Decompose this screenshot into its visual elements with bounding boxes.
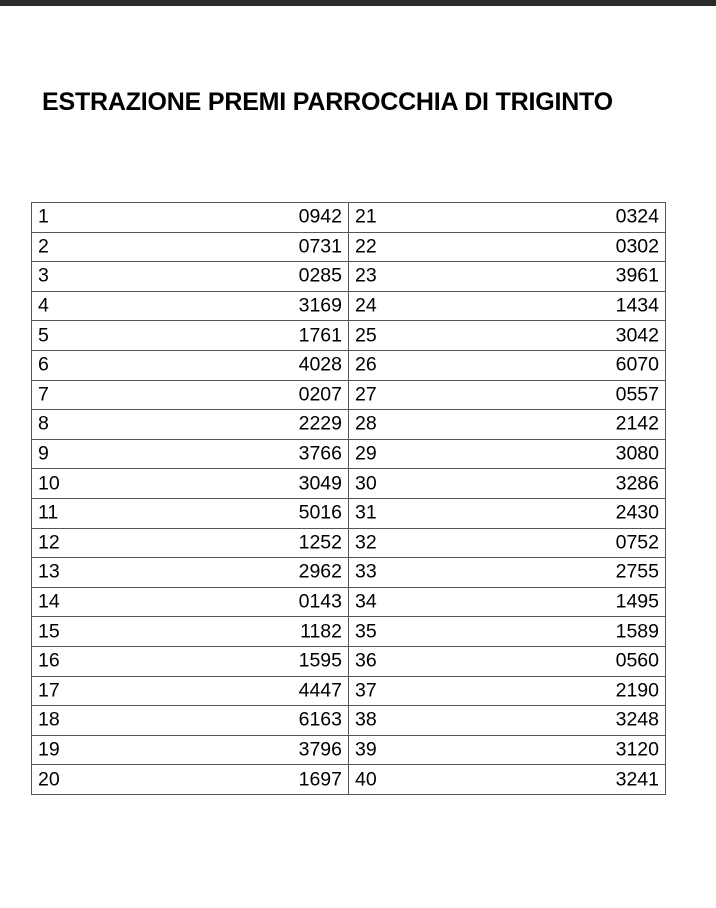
table-row	[32, 410, 666, 440]
ticket-code: 5016	[298, 501, 342, 524]
prize-entry-right	[349, 706, 666, 736]
prize-number: 23	[355, 264, 377, 287]
ticket-code: 2962	[298, 560, 342, 583]
ticket-code: 1761	[298, 323, 342, 346]
prize-entry-right	[349, 646, 666, 676]
ticket-code: 6070	[615, 353, 659, 376]
prize-entry-left	[32, 262, 349, 292]
prize-number: 10	[38, 471, 60, 494]
prize-number: 9	[38, 442, 49, 465]
ticket-code: 0942	[298, 205, 342, 228]
ticket-code: 0285	[298, 264, 342, 287]
prize-entry-right	[349, 321, 666, 351]
prize-entry-left	[32, 735, 349, 765]
table-row	[32, 735, 666, 765]
ticket-code: 1434	[615, 294, 659, 317]
prize-entry-left	[32, 232, 349, 262]
prize-number: 30	[355, 471, 377, 494]
ticket-code: 2229	[298, 412, 342, 435]
ticket-code: 0731	[298, 235, 342, 258]
table-row	[32, 321, 666, 351]
table-row	[32, 646, 666, 676]
prize-entry-left	[32, 350, 349, 380]
table-row	[32, 469, 666, 499]
prize-number: 29	[355, 442, 377, 465]
prize-entry-right	[349, 469, 666, 499]
prize-entry-left	[32, 469, 349, 499]
prize-number: 39	[355, 738, 377, 761]
prize-number: 16	[38, 649, 60, 672]
table-row	[32, 706, 666, 736]
table-row	[32, 617, 666, 647]
prize-number: 33	[355, 560, 377, 583]
prize-entry-right	[349, 291, 666, 321]
prize-number: 40	[355, 767, 377, 790]
prize-number: 1	[38, 205, 49, 228]
prize-entry-right	[349, 262, 666, 292]
prize-entry-right	[349, 558, 666, 588]
prize-number: 3	[38, 264, 49, 287]
prize-entry-right	[349, 587, 666, 617]
table-row	[32, 439, 666, 469]
ticket-code: 3049	[298, 471, 342, 494]
ticket-code: 0560	[615, 649, 659, 672]
prize-entry-left	[32, 528, 349, 558]
prize-number: 34	[355, 590, 377, 613]
ticket-code: 1697	[298, 767, 342, 790]
prize-number: 4	[38, 294, 49, 317]
ticket-code: 3042	[615, 323, 659, 346]
ticket-code: 2430	[615, 501, 659, 524]
ticket-code: 1495	[615, 590, 659, 613]
prize-number: 36	[355, 649, 377, 672]
table-row	[32, 291, 666, 321]
ticket-code: 0302	[615, 235, 659, 258]
ticket-code: 0557	[615, 383, 659, 406]
prize-number: 20	[38, 767, 60, 790]
prize-entry-right	[349, 528, 666, 558]
prize-number: 2	[38, 235, 49, 258]
prize-entry-left	[32, 765, 349, 795]
prize-number: 28	[355, 412, 377, 435]
table-row	[32, 765, 666, 795]
prize-entry-right	[349, 410, 666, 440]
table-row	[32, 380, 666, 410]
ticket-code: 3286	[615, 471, 659, 494]
prize-entry-left	[32, 203, 349, 233]
table-row	[32, 262, 666, 292]
table-row	[32, 587, 666, 617]
prize-number: 37	[355, 679, 377, 702]
prize-entry-left	[32, 321, 349, 351]
prize-number: 8	[38, 412, 49, 435]
prize-number: 24	[355, 294, 377, 317]
prize-entry-right	[349, 676, 666, 706]
prize-entry-right	[349, 617, 666, 647]
ticket-code: 1252	[298, 531, 342, 554]
prize-number: 6	[38, 353, 49, 376]
prize-entry-left	[32, 291, 349, 321]
ticket-code: 0324	[615, 205, 659, 228]
ticket-code: 3248	[615, 708, 659, 731]
ticket-code: 3080	[615, 442, 659, 465]
ticket-code: 4028	[298, 353, 342, 376]
prize-entry-right	[349, 498, 666, 528]
prize-number: 19	[38, 738, 60, 761]
prize-number: 11	[38, 501, 59, 524]
prize-number: 31	[355, 501, 377, 524]
ticket-code: 1182	[300, 619, 342, 642]
table-row	[32, 528, 666, 558]
prize-entry-right	[349, 232, 666, 262]
prize-entry-right	[349, 439, 666, 469]
prize-number: 5	[38, 323, 49, 346]
prize-number: 18	[38, 708, 60, 731]
prize-entry-left	[32, 380, 349, 410]
prize-entry-left	[32, 439, 349, 469]
prize-entry-left	[32, 410, 349, 440]
prize-number: 21	[355, 205, 377, 228]
prize-number: 15	[38, 619, 60, 642]
prize-entry-left	[32, 646, 349, 676]
ticket-code: 6163	[298, 708, 342, 731]
prize-entry-right	[349, 765, 666, 795]
ticket-code: 3241	[615, 767, 659, 790]
table-row	[32, 203, 666, 233]
prize-number: 27	[355, 383, 377, 406]
prize-entry-left	[32, 587, 349, 617]
prize-entry-left	[32, 676, 349, 706]
prize-entry-right	[349, 735, 666, 765]
prize-number: 25	[355, 323, 377, 346]
ticket-code: 4447	[298, 679, 342, 702]
table-row	[32, 558, 666, 588]
prize-number: 13	[38, 560, 60, 583]
prize-number: 38	[355, 708, 377, 731]
prize-draw-table	[31, 202, 666, 795]
ticket-code: 3169	[298, 294, 342, 317]
ticket-code: 0752	[615, 531, 659, 554]
ticket-code: 2190	[615, 679, 659, 702]
prize-number: 32	[355, 531, 377, 554]
ticket-code: 0143	[298, 590, 342, 613]
ticket-code: 2142	[615, 412, 659, 435]
prize-number: 17	[38, 679, 60, 702]
prize-entry-left	[32, 558, 349, 588]
prize-table-body	[32, 203, 666, 795]
prize-entry-right	[349, 203, 666, 233]
table-row	[32, 232, 666, 262]
ticket-code: 3120	[615, 738, 659, 761]
prize-number: 35	[355, 619, 377, 642]
prize-number: 7	[38, 383, 49, 406]
prize-entry-left	[32, 617, 349, 647]
table-row	[32, 676, 666, 706]
table-row	[32, 350, 666, 380]
ticket-code: 1595	[298, 649, 342, 672]
top-status-bar	[0, 0, 716, 6]
table-row	[32, 498, 666, 528]
ticket-code: 1589	[615, 619, 659, 642]
prize-number: 14	[38, 590, 60, 613]
prize-entry-right	[349, 380, 666, 410]
prize-number: 26	[355, 353, 377, 376]
prize-number: 22	[355, 235, 377, 258]
prize-entry-left	[32, 706, 349, 736]
ticket-code: 3766	[298, 442, 342, 465]
ticket-code: 3796	[298, 738, 342, 761]
prize-entry-left	[32, 498, 349, 528]
document-title: ESTRAZIONE PREMI PARROCCHIA DI TRIGINTO	[42, 88, 613, 116]
prize-entry-right	[349, 350, 666, 380]
ticket-code: 0207	[298, 383, 342, 406]
prize-number: 12	[38, 531, 60, 554]
ticket-code: 3961	[615, 264, 659, 287]
ticket-code: 2755	[615, 560, 659, 583]
